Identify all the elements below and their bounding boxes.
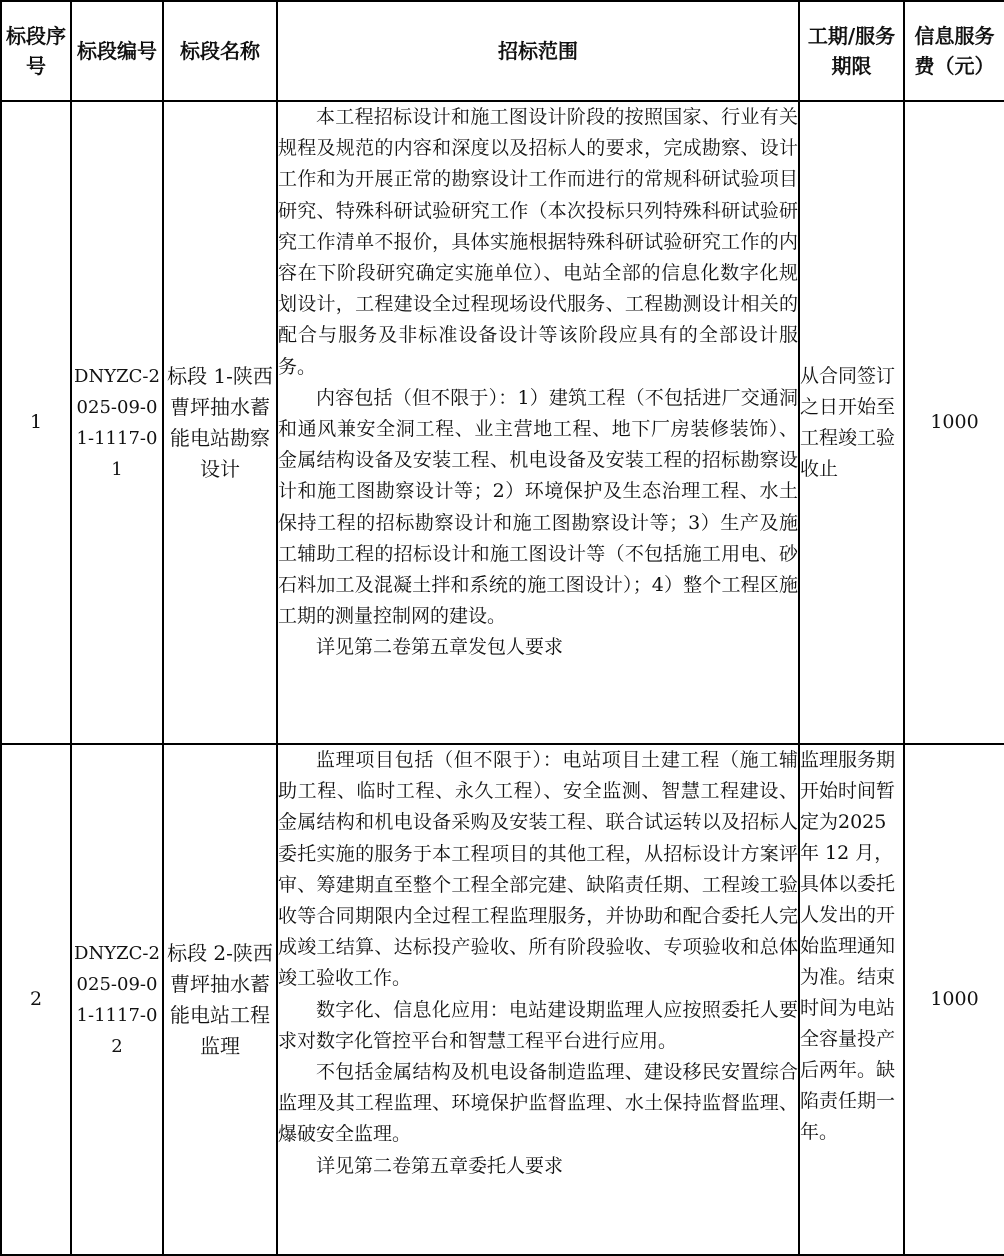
row-code: DNYZC-2025-09-01-1117-02 [71,744,163,1255]
scope-paragraph: 内容包括（但不限于）：1）建筑工程（不包括进厂交通洞和通风兼安全洞工程、业主营地工程、地下厂房装修装饰）、金属结构设备及安装工程、机电设备及安装工程的招标勘察设计和施工图勘察设计等；2）环境保护及生态治理工程、水土保持工程的招标勘察设计和施工图勘察设计等；3）生产及施工辅助工程的招标设计和施工图设计等（不包括施工用电、砂石料加工及混凝土拌和系统的施工图设计）；4）整个工程区施工期的测量控制网的建设。 [278,386,798,628]
scope-paragraph: 详见第二卷第五章发包人要求 [316,636,564,659]
row-fee: 1000 [904,744,1004,1255]
row-code: DNYZC-2025-09-01-1117-01 [71,101,163,744]
scope-paragraph: 本工程招标设计和施工图设计阶段的按照国家、行业有关规程及规范的内容和深度以及招标人的要求，完成勘察、设计工作和为开展正常的勘察设计工作而进行的常规科研试验项目研究、特殊科研试验研究工作（本次投标只列特殊科研试验研究工作清单不报价，具体实施根据特殊科研试验研究工作的内容在下阶段研究确定实施单位）、电站全部的信息化数字化规划设计，工程建设全过程现场设代服务、工程勘测设计相关的配合与服务及非标准设备设计等该阶段应具有的全部设计服务。 [278,106,798,378]
scope-paragraph: 监理项目包括（但不限于）：电站项目土建工程（施工辅助工程、临时工程、永久工程）、安全监测、智慧工程建设、金属结构和机电设备采购及安装工程、联合试运转以及招标人委托实施的服务于本工程项目的其他工程，从招标设计方案评审、筹建期直至整个工程全部完建、缺陷责任期、工程竣工验收等合同期限内全过程工程监理服务，并协助和配合委托人完成竣工结算、达标投产验收、所有阶段验收、专项验收和总体竣工验收工作。 [278,749,798,990]
scope-paragraph: 数字化、信息化应用：电站建设期监理人应按照委托人要求对数字化管控平台和智慧工程平台进行应用。 [278,998,798,1052]
row-period: 从合同签订之日开始至工程竣工验收止 [799,101,904,744]
row-period: 监理服务期开始时间暂定为2025 年 12 月，具体以委托人发出的开始监理通知为准。结束时间为电站全容量投产后两年。缺陷责任期一年。 [799,744,904,1255]
table-row [1,101,1004,744]
header-name: 标段名称 [163,1,277,101]
row-seq: 1 [1,101,71,744]
row-name: 标段 2-陕西曹坪抽水蓄能电站工程监理 [163,744,277,1255]
table-header-row [1,1,1004,101]
scope-paragraph: 不包括金属结构及机电设备制造监理、建设移民安置综合监理及其工程监理、环境保护监督监理、水土保持监督监理、爆破安全监理。 [278,1061,798,1146]
header-scope: 招标范围 [277,1,799,101]
table-row [1,744,1004,1255]
header-fee: 信息服务费（元） [904,1,1004,101]
row-name: 标段 1-陕西曹坪抽水蓄能电站勘察设计 [163,101,277,744]
row-scope [277,101,799,744]
header-period: 工期/服务期限 [799,1,904,101]
row-fee: 1000 [904,101,1004,744]
header-seq: 标段序号 [1,1,71,101]
header-code: 标段编号 [71,1,163,101]
row-scope [277,744,799,1255]
row-seq: 2 [1,744,71,1255]
scope-paragraph: 详见第二卷第五章委托人要求 [316,1154,564,1177]
